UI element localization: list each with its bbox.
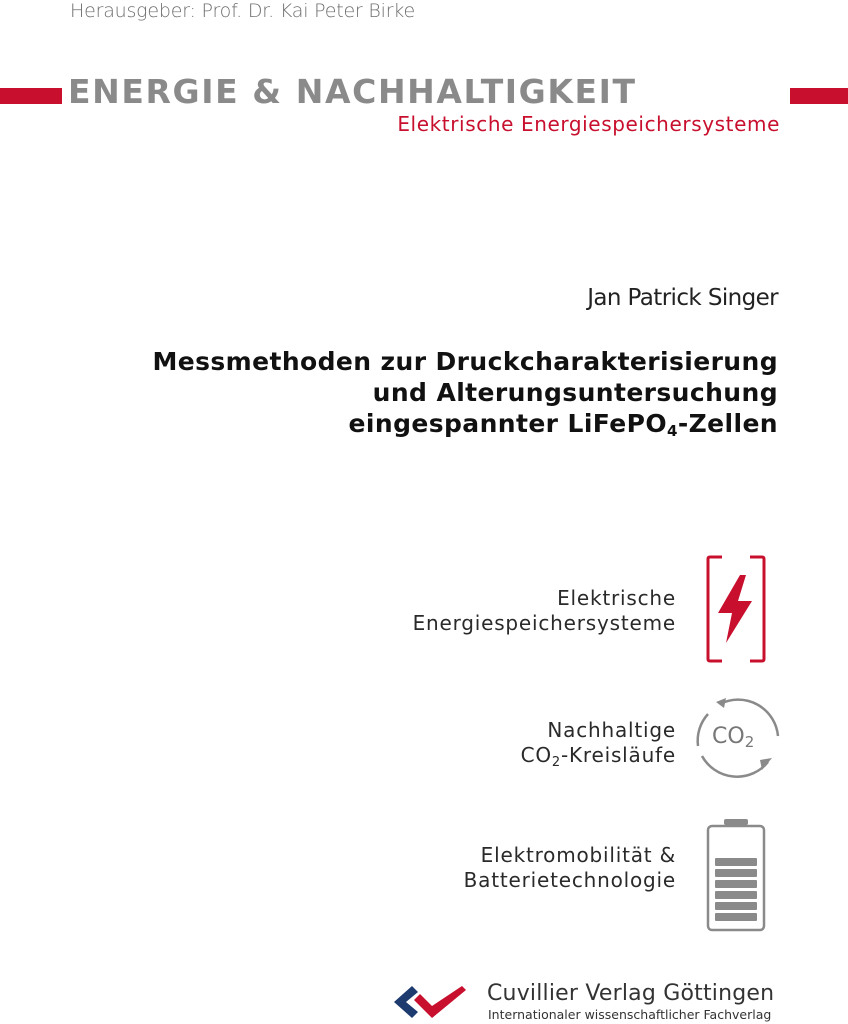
battery-level-icon: [706, 818, 766, 932]
topic-2-subscript: 2: [551, 755, 561, 770]
right-red-bar: [790, 88, 848, 104]
co2-icon-text: CO: [712, 724, 745, 749]
title-line-2: und Alterungsuntersuchung: [372, 378, 778, 407]
publisher-tagline: Internationaler wissenschaftlicher Fachverlag: [488, 1007, 772, 1022]
topic-2-line-2-text: CO: [520, 743, 552, 767]
book-title: [58, 346, 778, 439]
battery-lightning-icon: [706, 555, 766, 665]
title-line-3: [58, 408, 778, 439]
cuvillier-logo: [388, 982, 470, 1022]
title-subscript: 4: [667, 422, 678, 440]
title-line-3-suffix: -Zellen: [677, 409, 778, 438]
editor-line: Herausgeber: Prof. Dr. Kai Peter Birke: [70, 0, 415, 22]
topic-1-line-1: Elektrische: [557, 586, 676, 610]
author-name: Jan Patrick Singer: [587, 285, 778, 311]
co2-icon-label: [712, 724, 754, 749]
topic-2-line-2: [521, 743, 676, 768]
series-subtitle: Elektrische Energiespeichersysteme: [397, 112, 780, 136]
topic-3-line-1: Elektromobilität &: [480, 843, 676, 867]
topic-3-line-2: Batterietechnologie: [463, 868, 676, 892]
title-line-3-text: eingespannter LiFePO: [348, 409, 667, 438]
topic-2-line-2-suffix: -Kreisläufe: [560, 743, 676, 767]
topic-energy-storage: [413, 586, 676, 636]
topic-electromobility: [464, 843, 676, 893]
series-title: ENERGIE & NACHHALTIGKEIT: [68, 72, 637, 111]
co2-cycle-icon: [690, 696, 786, 786]
topic-2-line-1: Nachhaltige: [547, 718, 676, 742]
publisher-name: Cuvillier Verlag Göttingen: [487, 981, 775, 1006]
title-line-1: Messmethoden zur Druckcharakterisierung: [152, 347, 778, 376]
left-red-bar: [0, 88, 62, 104]
co2-icon-subscript: 2: [744, 733, 755, 751]
topic-1-line-2: Energiespeichersysteme: [412, 611, 676, 635]
topic-co2-cycles: [521, 718, 676, 768]
